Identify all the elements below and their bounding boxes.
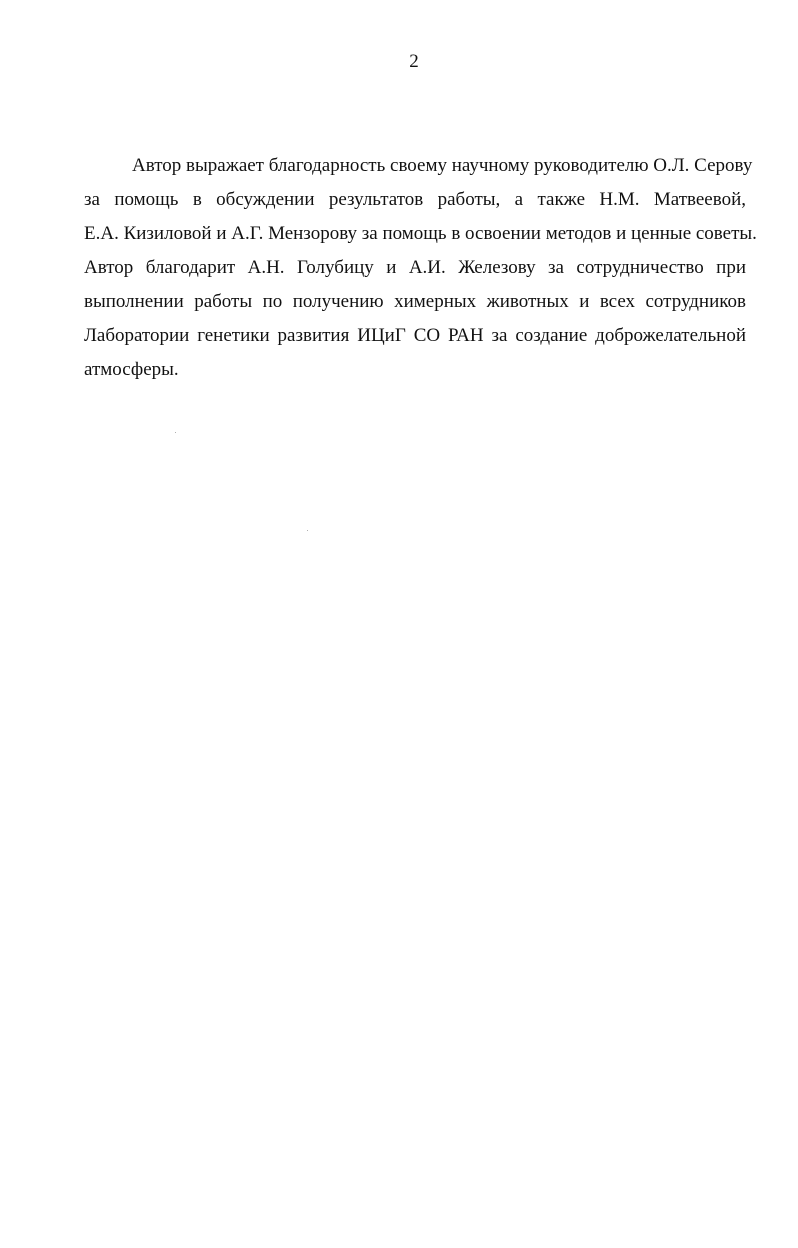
acknowledgement-paragraph (84, 149, 757, 387)
scan-speck (175, 432, 176, 433)
paragraph-line: за помощь в обсуждении результатов работы, а также Н.М. Матвеевой, (84, 189, 746, 210)
scan-speck (307, 530, 308, 531)
paragraph-line: выполнении работы по получению химерных животных и всех сотрудников (84, 291, 746, 312)
paragraph-line: Е.А. Кизиловой и А.Г. Мензорову за помощь в освоении методов и ценные советы. (84, 223, 757, 244)
page-number: 2 (409, 51, 419, 72)
paragraph-line: атмосферы. (84, 359, 179, 380)
paragraph-line: Лаборатории генетики развития ИЦиГ СО РАН за создание доброжелательной (84, 325, 746, 346)
paragraph-line: Автор благодарит А.Н. Голубицу и А.И. Железову за сотрудничество при (84, 257, 746, 278)
paragraph-line: Автор выражает благодарность своему научному руководителю О.Л. Серову (132, 155, 753, 176)
